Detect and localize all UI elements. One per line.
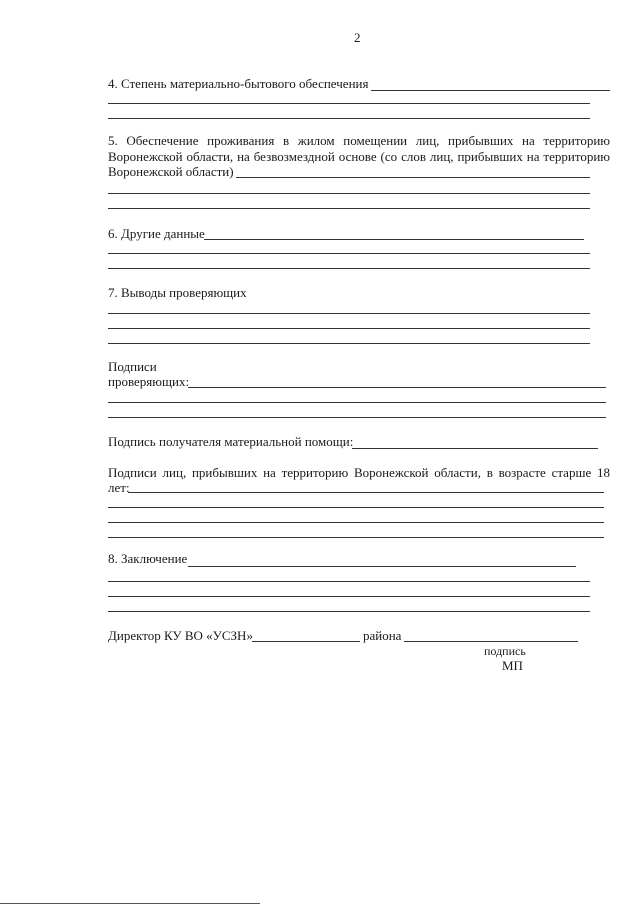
recipient-signature-label: Подпись получателя материальной помощи: bbox=[108, 434, 354, 449]
section-4-label: 4. Степень материально-бытового обеспечения bbox=[108, 76, 369, 91]
inspectors-signature-line[interactable] bbox=[188, 387, 606, 388]
section-8-label: 8. Заключение bbox=[108, 551, 188, 566]
section-7-fill-line[interactable] bbox=[108, 343, 590, 344]
section-6-fill-line[interactable] bbox=[204, 239, 584, 240]
arrivals-signatures-text: лет: bbox=[108, 480, 130, 495]
section-4-fill-line[interactable] bbox=[108, 103, 590, 104]
inspectors-signatures-label: Подписи bbox=[108, 359, 157, 374]
signature-caption: подпись bbox=[484, 644, 526, 658]
section-8-fill-line[interactable] bbox=[108, 596, 590, 597]
section-5-text-line: 5. Обеспечение проживания в жилом помещении лиц, прибывших на территорию bbox=[108, 133, 610, 148]
section-5-text-line: Воронежской области) bbox=[108, 164, 234, 179]
section-6-fill-line[interactable] bbox=[108, 268, 590, 269]
footnote-divider bbox=[0, 903, 260, 904]
inspectors-signature-line[interactable] bbox=[108, 402, 606, 403]
section-5-text-line: Воронежской области, на безвозмездной основе (со слов лиц, прибывших на территорию bbox=[108, 149, 610, 164]
arrivals-signature-line[interactable] bbox=[108, 522, 604, 523]
director-district-word: района bbox=[363, 628, 402, 643]
section-4-fill-line[interactable] bbox=[371, 90, 610, 91]
section-5-fill-line[interactable] bbox=[236, 177, 590, 178]
inspectors-signature-line[interactable] bbox=[108, 417, 606, 418]
arrivals-signature-line[interactable] bbox=[128, 492, 604, 493]
section-7-label: 7. Выводы проверяющих bbox=[108, 285, 247, 300]
section-6-fill-line[interactable] bbox=[108, 253, 590, 254]
arrivals-signatures-text: Подписи лиц, прибывших на территорию Воронежской области, в возрасте старше 18 bbox=[108, 465, 610, 480]
director-signature-line[interactable] bbox=[404, 641, 578, 642]
director-label: Директор КУ ВО «УСЗН» bbox=[108, 628, 253, 643]
section-6-label: 6. Другие данные bbox=[108, 226, 205, 241]
recipient-signature-line[interactable] bbox=[352, 448, 598, 449]
page-number: 2 bbox=[354, 30, 361, 45]
section-4-fill-line[interactable] bbox=[108, 118, 590, 119]
stamp-placeholder: МП bbox=[502, 658, 523, 673]
arrivals-signature-line[interactable] bbox=[108, 537, 604, 538]
section-8-fill-line[interactable] bbox=[188, 566, 576, 567]
section-5-fill-line[interactable] bbox=[108, 193, 590, 194]
section-5-fill-line[interactable] bbox=[108, 208, 590, 209]
section-8-fill-line[interactable] bbox=[108, 581, 590, 582]
section-7-fill-line[interactable] bbox=[108, 313, 590, 314]
inspectors-signatures-label: проверяющих: bbox=[108, 374, 190, 389]
arrivals-signature-line[interactable] bbox=[108, 507, 604, 508]
director-district-name-line[interactable] bbox=[252, 641, 360, 642]
section-8-fill-line[interactable] bbox=[108, 611, 590, 612]
section-7-fill-line[interactable] bbox=[108, 328, 590, 329]
